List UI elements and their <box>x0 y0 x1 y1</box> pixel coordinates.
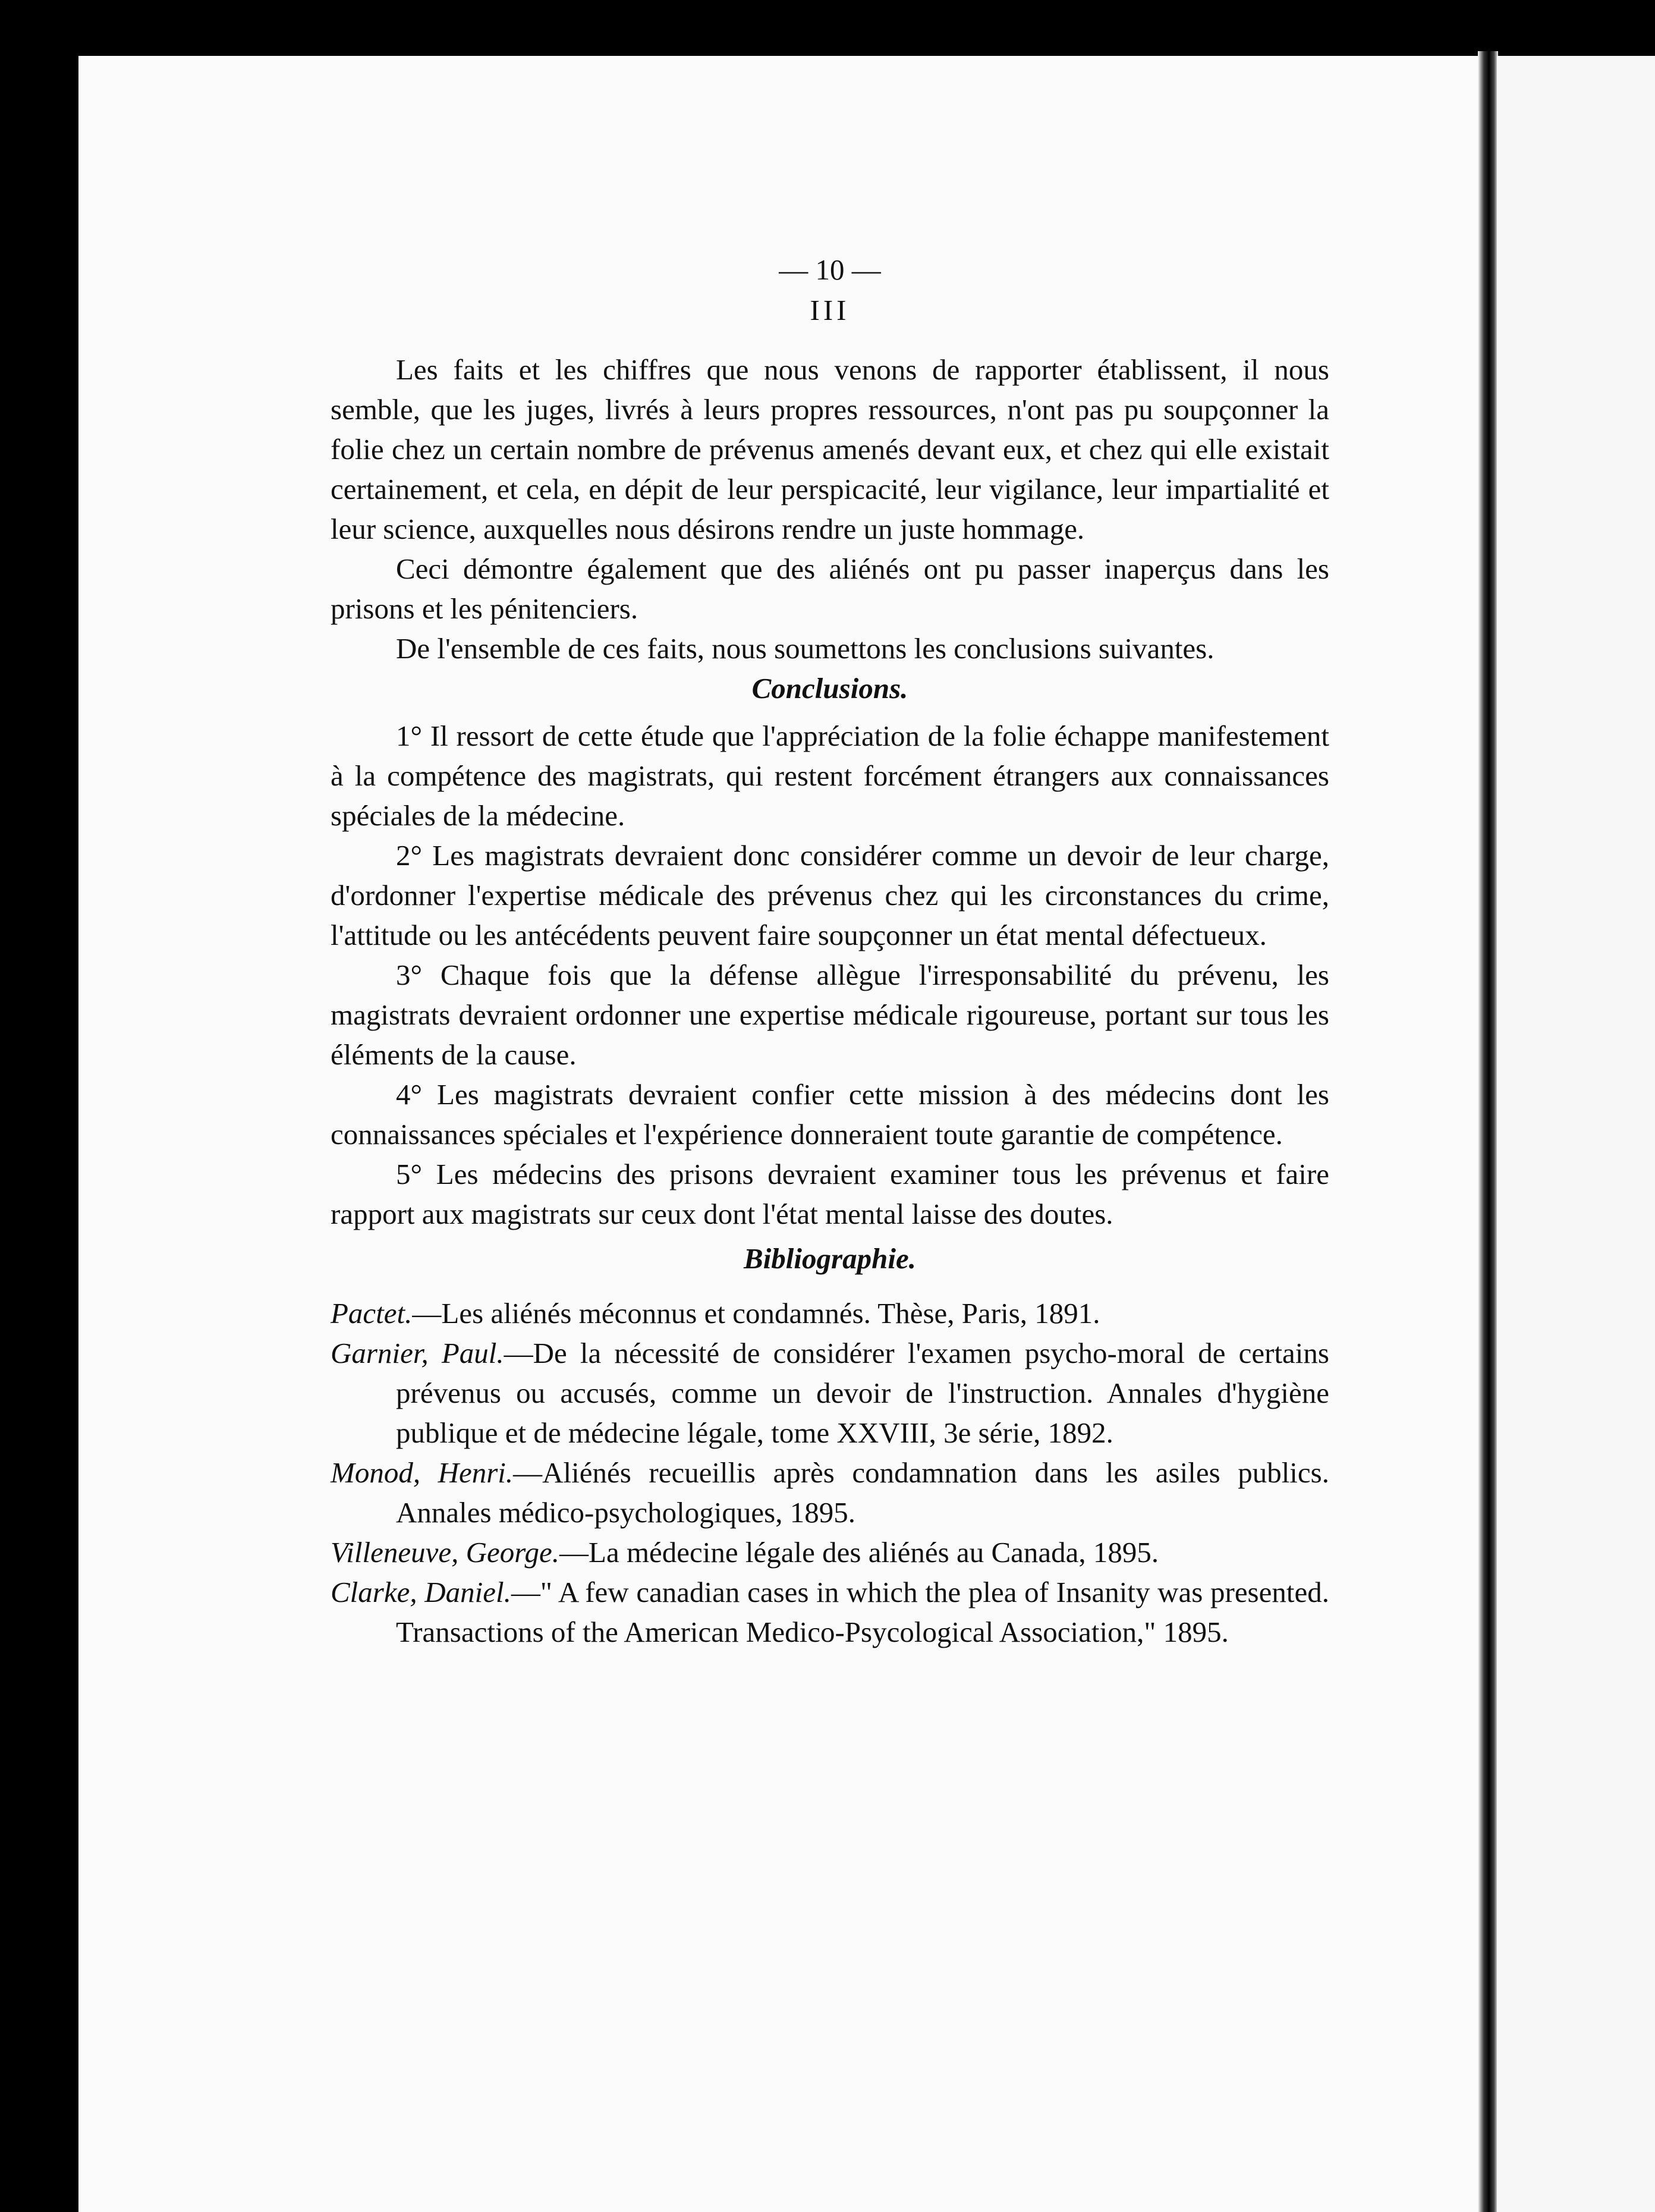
bibliography-author: Pactet. <box>331 1297 413 1330</box>
conclusion-item: 4° Les magistrats devraient confier cette mission à des médecins dont les connaissances spéciales et l'expérience donneraient toute garantie de compétence. <box>331 1078 1329 1151</box>
bibliography-text: —Les aliénés méconnus et condamnés. Thèse, Paris, 1891. <box>412 1297 1100 1330</box>
bibliography-entry <box>331 1572 1329 1652</box>
bibliography-text: —Aliénés recueillis après condamnation dans les asiles publics. Annales médico-psychologiques, 1895. <box>396 1456 1329 1529</box>
bibliography-heading: Bibliographie. <box>744 1242 916 1275</box>
paragraph: Les faits et les chiffres que nous venons de rapporter établissent, il nous semble, que les juges, livrés à leurs propres ressources, n'ont pas pu soupçonner la folie chez un certain nombre de prévenus amenés devant eux, et chez qui elle existait certainement, et cela, en dépit de leur perspicacité, leur vigilance, leur impartialité et leur science, auxquelles nous désirons rendre un juste hommage. <box>331 353 1329 545</box>
conclusion-item: 3° Chaque fois que la défense allègue l'irresponsabilité du prévenu, les magistrats devraient ordonner une expertise médicale rigoureuse, portant sur tous les éléments de la cause. <box>331 959 1329 1071</box>
conclusion-item: 2° Les magistrats devraient donc considérer comme un devoir de leur charge, d'ordonner l'expertise médicale des prévenus chez qui les circonstances du crime, l'attitude ou les antécédents peuvent faire soupçonner un état mental défectueux. <box>331 839 1329 951</box>
bibliography-author: Villeneuve, George. <box>331 1536 560 1569</box>
page-content <box>331 250 1329 1652</box>
bibliography-author: Garnier, Paul. <box>331 1337 504 1369</box>
conclusions-heading: Conclusions. <box>751 672 908 705</box>
bibliography-text: —La médecine légale des aliénés au Canada, 1895. <box>559 1536 1159 1569</box>
conclusion-item: 1° Il ressort de cette étude que l'appréciation de la folie échappe manifestement à la compétence des magistrats, qui restent forcément étrangers aux connaissances spéciales de la médecine. <box>331 719 1329 832</box>
bibliography-author: Monod, Henri. <box>331 1456 514 1489</box>
page-number: — 10 — <box>779 253 881 286</box>
bibliography-text: —" A few canadian cases in which the plea of Insanity was presented. Transactions of the American Medico-Psycological Association," 1895. <box>396 1576 1329 1648</box>
bibliography-entry <box>331 1532 1329 1572</box>
bibliography-entry <box>331 1333 1329 1453</box>
book-gutter <box>1478 51 1498 2212</box>
bibliography-entry <box>331 1453 1329 1532</box>
paragraph: Ceci démontre également que des aliénés ont pu passer inaperçus dans les prisons et les pénitenciers. <box>331 552 1329 625</box>
conclusion-item: 5° Les médecins des prisons devraient examiner tous les prévenus et faire rapport aux magistrats sur ceux dont l'état mental laisse des doutes. <box>331 1158 1329 1230</box>
section-number: III <box>810 294 850 326</box>
bibliography-entry <box>331 1293 1329 1333</box>
facing-page-edge <box>1497 56 1655 2212</box>
bibliography-text: —De la nécessité de considérer l'examen psycho-moral de certains prévenus ou accusés, comme un devoir de l'instruction. Annales d'hygiène publique et de médecine légale, tome XXVIII, 3e série, 1892. <box>396 1337 1329 1449</box>
bibliography-author: Clarke, Daniel. <box>331 1576 511 1608</box>
paragraph: De l'ensemble de ces faits, nous soumettons les conclusions suivantes. <box>396 632 1214 665</box>
